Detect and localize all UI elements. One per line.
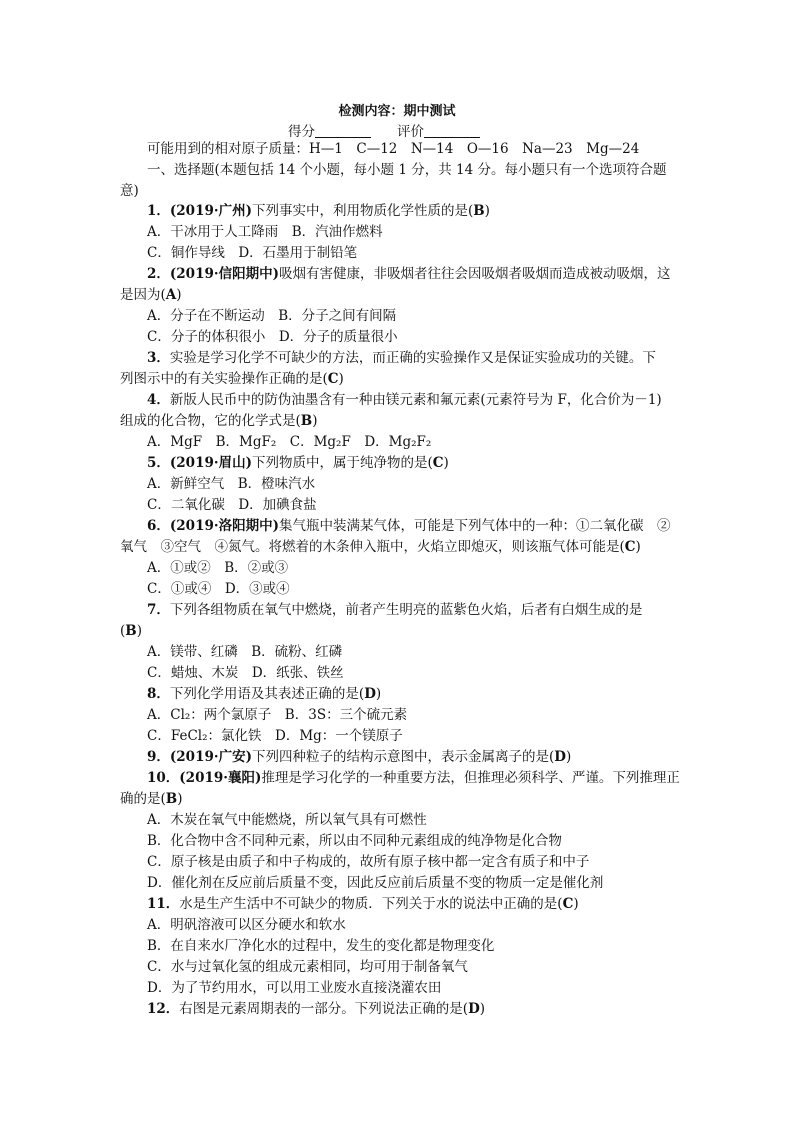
question-text: 确的是( [120,791,166,807]
score-row [0,120,794,140]
question-text: 是因为( [120,287,166,303]
paren-close: ) [443,455,449,471]
question-number: 12． [147,1001,180,1017]
paren-close: ) [312,413,318,429]
answer: D [364,686,376,702]
answer: B [125,623,137,639]
option-line: A．①或② B．②或③ [147,560,289,576]
option-line: A．木炭在氧气中能燃烧，所以氧气具有可燃性 [147,812,427,828]
score-label: 得分 [288,124,315,140]
paren-close: ) [136,623,142,639]
answer: D [554,749,566,765]
section-heading-cont: 意) [120,183,139,199]
eval-blank[interactable] [424,124,480,138]
question-text: 水是生产生活中不可缺少的物质．下列关于水的说法中正确的是( [179,896,563,912]
option-line: B．化合物中含不同种元素，所以由不同种元素组成的纯净物是化合物 [147,833,562,849]
option-line: C．FeCl₂：氯化铁 D．Mg：一个镁原子 [147,728,403,744]
question-number: 7． [147,602,170,618]
paren-close: ) [479,1001,486,1017]
question-text: ( [120,623,126,639]
option-line: A．镁带、红磷 B．硫粉、红磷 [147,644,343,660]
question-text: 组成的化合物，它的化学式是( [120,413,301,429]
answer: C [432,455,444,471]
question-text: 下列事实中，利用物质化学性质的是( [251,203,474,219]
question-4-cont [120,412,317,430]
question-text: 吸烟有害健康，非吸烟者往往会因吸烟者吸烟而造成被动吸烟，这 [278,266,671,282]
question-6-cont [120,538,641,556]
question-4 [147,391,662,409]
question-number: 6． [147,518,170,534]
atomic-mass-line: 可能用到的相对原子质量：H—1 C—12 N—14 O—16 Na—23 Mg—24 [147,141,640,157]
question-5 [147,454,449,472]
question-text: 氧气 ③空气 ④氮气。将燃着的木条伸入瓶中，火焰立即熄灭，则该瓶气体可能是( [120,539,625,555]
answer: A [165,287,177,303]
question-11 [147,895,579,913]
option-line: C．原子核是由质子和中子构成的，故所有原子核中都一定含有质子和中子 [147,854,590,870]
question-number: 3． [147,350,170,366]
section-heading: 一、选择题(本题包括 14 个小题，每小题 1 分，共 14 分。每小题只有一个选项符合题 [147,162,667,178]
option-line: C．二氧化碳 D．加碘食盐 [147,497,317,513]
eval-label: 评价 [397,124,424,140]
answer: B [300,413,313,429]
question-number: 9． [147,749,170,765]
option-line: A．新鲜空气 B．橙味汽水 [147,476,316,492]
answer: B [473,203,485,219]
option-line: A．明矾溶液可以区分硬水和软水 [147,917,346,933]
question-1 [147,202,490,220]
option-line: A．MgF B．MgF₂ C．Mg₂F D．Mg₂F₂ [147,434,432,450]
paren-close: ) [573,896,579,912]
question-text: 推理是学习化学的一种重要方法，但推理必须科学、严谨。下列推理正 [261,770,680,786]
question-text: 下列物质中，属于纯净物的是( [251,455,433,471]
question-source: (2019·洛阳期中) [169,518,279,534]
option-line: A．干冰用于人工降雨 B．汽油作燃料 [147,224,383,240]
answer: C [327,371,339,387]
question-text: 实验是学习化学不可缺少的方法，而正确的实验操作又是保证实验成功的关键。下 [169,350,656,366]
answer: C [624,539,636,555]
question-text: 列图示中的有关实验操作正确的是( [120,371,328,387]
question-2-cont [120,286,182,304]
answer: C [562,896,574,912]
question-source: (2019·信阳期中) [169,266,279,282]
question-7-cont [120,622,142,640]
paren-close: ) [565,749,572,765]
question-source: (2019·广州) [169,203,252,219]
question-text: 下列化学用语及其表述正确的是( [169,686,365,702]
question-12 [147,1000,485,1018]
paren-close: ) [176,287,182,303]
question-text: 下列四种粒子的结构示意图中，表示金属离子的是( [251,749,555,765]
option-line: C．①或④ D．③或④ [147,581,290,597]
question-number: 1． [147,203,170,219]
question-number: 10． [147,770,180,786]
question-text: 集气瓶中装满某气体，可能是下列气体中的一种：①二氧化碳 ② [278,518,671,534]
page-title: 检测内容：期中测试 [338,104,456,119]
question-10-cont [120,790,182,808]
question-3-cont [120,370,344,388]
option-line: C．蜡烛、木炭 D．纸张、铁丝 [147,665,344,681]
paren-close: ) [375,686,382,702]
paren-close: ) [177,791,183,807]
question-9 [147,748,571,766]
paren-close: ) [484,203,490,219]
question-source: (2019·广安) [169,749,252,765]
question-source: (2019·眉山) [169,455,252,471]
question-number: 5． [147,455,170,471]
question-2 [147,265,670,283]
option-line: D．为了节约用水，可以用工业废水直接浇灌农田 [147,980,442,996]
question-10 [147,769,680,787]
question-8 [147,685,381,703]
answer: D [468,1001,480,1017]
option-line: A．分子在不断运动 B．分子之间有间隔 [147,308,397,324]
question-number: 2． [147,266,170,282]
answer: B [165,791,178,807]
question-text: 下列各组物质在氧气中燃烧，前者产生明亮的蓝紫色火焰，后者有白烟生成的是 [169,602,643,618]
question-text: 新版人民币中的防伪油墨含有一种由镁元素和氟元素(元素符号为 F，化合价为－1) [169,392,662,408]
question-6 [147,517,670,535]
option-line: C．水与过氧化氢的组成元素相同，均可用于制备氧气 [147,959,468,975]
question-number: 4． [147,392,170,408]
score-blank[interactable] [315,124,371,138]
option-line: C．铜作导线 D．石墨用于制铅笔 [147,245,358,261]
question-7 [147,601,642,619]
question-3 [147,349,656,367]
question-source: (2019·襄阳) [179,770,262,786]
option-line: B．在自来水厂净化水的过程中，发生的变化都是物理变化 [147,938,495,954]
paren-close: ) [635,539,641,555]
paren-close: ) [338,371,344,387]
option-line: C．分子的体积很小 D．分子的质量很小 [147,329,398,345]
question-number: 11． [147,896,180,912]
option-line: A．Cl₂：两个氯原子 B．3S：三个硫元素 [147,707,408,723]
question-number: 8． [147,686,170,702]
question-text: 右图是元素周期表的一部分。下列说法正确的是( [179,1001,469,1017]
option-line: D．催化剂在反应前后质量不变，因此反应前后质量不变的物质一定是催化剂 [147,875,604,891]
